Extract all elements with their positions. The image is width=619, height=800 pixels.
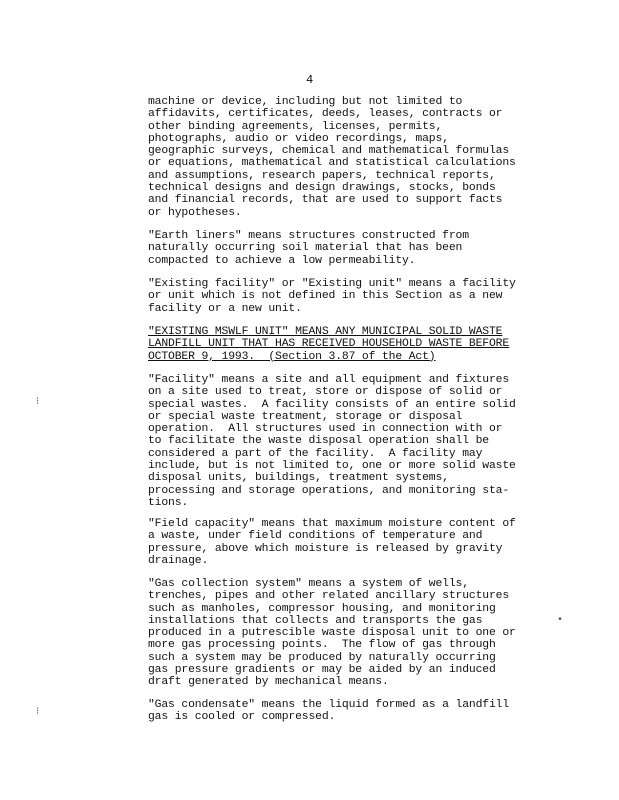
paragraph-existing-facility: "Existing facility" or "Existing unit" means a facility or unit which is not defined in this Section as a new facility or a new unit. — [148, 278, 516, 315]
scan-speck: ⁝ — [36, 707, 40, 718]
paragraph-gas-condensate: "Gas condensate" means the liquid formed as a landfill gas is cooled or compressed. — [148, 699, 510, 724]
paragraph-facility: "Facility" means a site and all equipment and fixtures on a site used to treat, store or dispose of solid or special wastes. A facility consists of an entire solid or special waste treatment, storage or disposal operation. All structures used in connection with or to facilitate the waste disposal operation shall be considered a part of the facility. A facility may include, but is not limited to, one or more solid waste disposal units, buildings, treatment systems, processing and storage operations, and monitoring sta- tions. — [148, 374, 516, 509]
paragraph-earth-liners: "Earth liners" means structures constructed from naturally occurring soil material that has been compacted to achieve a low permeability. — [148, 230, 469, 267]
page-number: 4 — [306, 73, 314, 87]
paragraph-existing-mswlf-unit: "EXISTING MSWLF UNIT" MEANS ANY MUNICIPAL SOLID WASTE LANDFILL UNIT THAT HAS RECEIVED HOUSEHOLD WASTE BEFORE OCTOBER 9, 1993. (Section 3.87 of the Act) — [148, 326, 510, 363]
paragraph-field-capacity: "Field capacity" means that maximum moisture content of a waste, under field conditions of temperature and pressure, above which moisture is released by gravity drainage. — [148, 518, 516, 567]
scan-speck: ⁝ — [36, 397, 40, 408]
paragraph-continuation: machine or device, including but not limited to affidavits, certificates, deeds, leases, contracts or other binding agreements, licenses, permits, photographs, audio or video recordings, maps, geographic surveys, chemical and mathematical formulas or equations, mathematical and statistical calculations and assumptions, research papers, technical reports, technical designs and design drawings, stocks, bonds and financial records, that are used to support facts or hypotheses. — [148, 96, 516, 219]
scan-speck: • — [557, 615, 564, 626]
paragraph-gas-collection-system: "Gas collection system" means a system of wells, trenches, pipes and other related ancillary structures such as manholes, compressor housing, and monitoring installations that collects and transports the gas produced in a putrescible waste disposal unit to one or more gas processing points. The flow of gas through such a system may be produced by naturally occurring gas pressure gradients or may be aided by an induced draft generated by mechanical means. — [148, 578, 516, 689]
